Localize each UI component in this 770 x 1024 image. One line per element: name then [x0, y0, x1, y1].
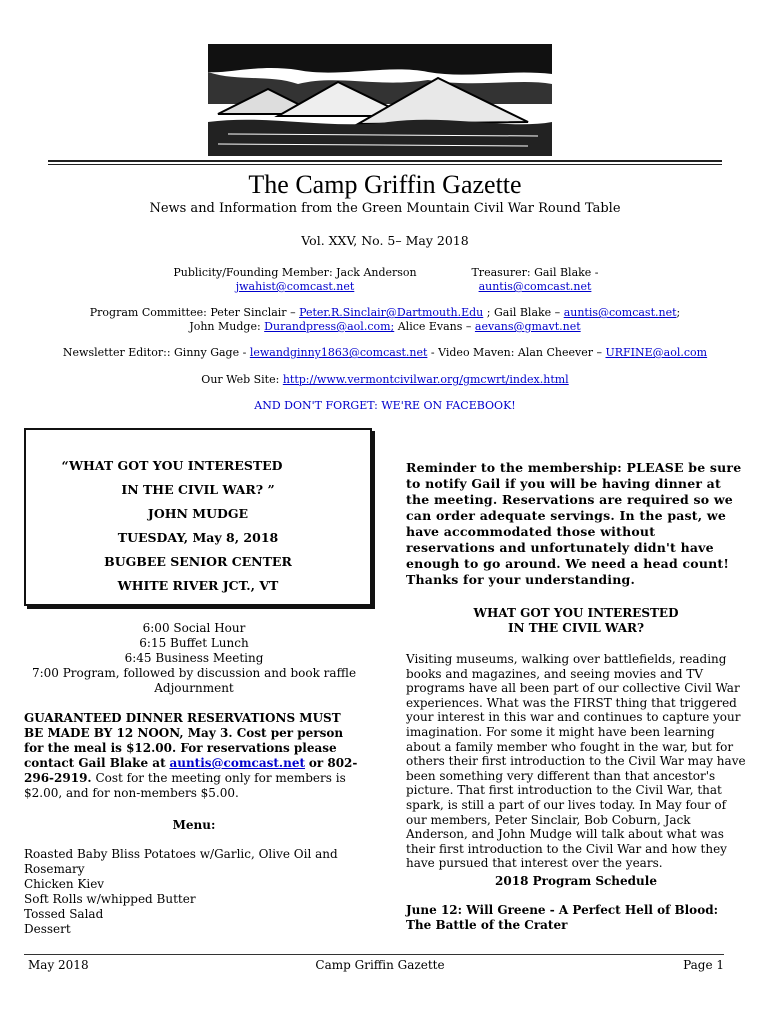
program-schedule-heading: 2018 Program Schedule	[495, 874, 657, 888]
menu-heading: Menu:	[172, 818, 216, 832]
event-location: WHITE RIVER JCT., VT	[117, 578, 279, 593]
membership-reminder: Reminder to the membership: PLEASE be sure to notify Gail if you will be having dinner at the meeting. Reservations are required so we can order adequate servings. In the past, we have accommodated those without reservations and unfortunately didn't have enough to go around. We need a head count! Thanks for your understanding.	[406, 460, 742, 587]
event-title-line2: IN THE CIVIL WAR? ”	[121, 482, 275, 497]
camp-tents-illustration	[208, 44, 552, 156]
menu-item: Tossed Salad	[24, 907, 104, 921]
website-link[interactable]: http://www.vermontcivilwar.org/gmcwrt/index.html	[282, 373, 569, 386]
event-info-box	[24, 428, 372, 606]
treasurer-email-link[interactable]: auntis@comcast.net	[478, 280, 592, 293]
publicity-contact: Publicity/Founding Member: Jack Anderson jwahist@comcast.net	[170, 266, 420, 294]
editor-line: Newsletter Editor:: Ginny Gage - lewandginny1863@comcast.net - Video Maven: Alan Cheever – URFINE@aol.com	[62, 346, 708, 359]
program-june: June 12: Will Greene - A Perfect Hell of Blood: The Battle of the Crater	[406, 903, 719, 932]
evans-email-link[interactable]: aevans@gmavt.net	[474, 320, 581, 333]
publicity-email-link[interactable]: jwahist@comcast.net	[235, 280, 355, 293]
article-body: Visiting museums, walking over battlefields, reading books and magazines, and seeing movies and TV programs have all been part of our collective Civil War experiences. What was the FIRST thing that triggered your interest in this war and continues to capture your imagination. For some it might have been learning about a family member who fought in the war, but for others their first introduction to the Civil War may have been something very different than that ancestor's picture. That first introduction to the Civil War, that spark, is still a part of our lives today. In May four of our members, Peter Sinclair, Bob Coburn, Jack Anderson, and John Mudge will talk about what was their first introduction to the Civil War and how they have pursued that interest over the years.	[406, 652, 746, 871]
facebook-reminder: AND DON'T FORGET: WE'RE ON FACEBOOK!	[254, 399, 516, 412]
footer-title: Camp Griffin Gazette	[315, 958, 445, 972]
sinclair-email-link[interactable]: Peter.R.Sinclair@Dartmouth.Edu	[299, 306, 484, 319]
schedule-item: Adjournment	[154, 681, 234, 695]
menu-item: Chicken Kiev	[24, 877, 105, 891]
schedule-item: 6:00 Social Hour	[142, 621, 246, 635]
schedule-item: 6:15 Buffet Lunch	[139, 636, 249, 650]
menu-list	[24, 847, 364, 937]
website-line: Our Web Site: http://www.vermontcivilwar.org/gmcwrt/index.html	[201, 373, 569, 386]
event-venue: BUGBEE SENIOR CENTER	[104, 554, 292, 569]
video-email-link[interactable]: URFINE@aol.com	[605, 346, 708, 359]
masthead-rule	[48, 160, 722, 162]
reservation-notice: GUARANTEED DINNER RESERVATIONS MUST BE MADE BY 12 NOON, May 3. Cost per person for the meal is $12.00. For reservations please contact Gail Blake at auntis@comcast.net or 802-296-2919. Cost for the meeting only for members is $2.00, and for non-members $5.00.	[24, 711, 358, 800]
event-title-line1: “WHAT GOT YOU INTERESTED	[61, 458, 283, 473]
program-committee: Program Committee: Peter Sinclair – Peter.R.Sinclair@Dartmouth.Edu ; Gail Blake – auntis@comcast.net; John Mudge: Durandpress@aol.com; Alice Evans – aevans@gmavt.net	[89, 306, 681, 333]
menu-item: Soft Rolls w/whipped Butter	[24, 892, 196, 906]
schedule-item: 6:45 Business Meeting	[124, 651, 264, 665]
menu-item: Dessert	[24, 922, 71, 936]
mudge-email-link[interactable]: Durandpress@aol.com;	[264, 320, 395, 333]
footer-date: May 2018	[28, 958, 89, 972]
article-heading: WHAT GOT YOU INTERESTED IN THE CIVIL WAR?	[473, 606, 679, 635]
volume-issue: Vol. XXV, No. 5– May 2018	[301, 233, 469, 248]
meeting-schedule	[24, 621, 364, 696]
treasurer-contact: Treasurer: Gail Blake - auntis@comcast.net	[450, 266, 620, 294]
footer-rule	[24, 954, 724, 955]
gail-email-link[interactable]: auntis@comcast.net	[563, 306, 677, 319]
schedule-item: 7:00 Program, followed by discussion and book raffle	[31, 666, 357, 680]
footer-page-number: Page 1	[683, 958, 724, 972]
event-speaker: JOHN MUDGE	[147, 506, 249, 521]
masthead-rule-thin	[48, 164, 722, 165]
editor-email-link[interactable]: lewandginny1863@comcast.net	[249, 346, 428, 359]
newsletter-title: The Camp Griffin Gazette	[248, 170, 522, 199]
reservation-email-link[interactable]: auntis@comcast.net	[169, 756, 306, 770]
newsletter-subtitle: News and Information from the Green Mountain Civil War Round Table	[149, 201, 621, 216]
event-date: TUESDAY, May 8, 2018	[117, 530, 279, 545]
cost-note: Cost for the meeting only for members is $2.00, and for non-members $5.00.	[24, 771, 346, 800]
menu-item: Roasted Baby Bliss Potatoes w/Garlic, Olive Oil and Rosemary	[24, 847, 338, 876]
